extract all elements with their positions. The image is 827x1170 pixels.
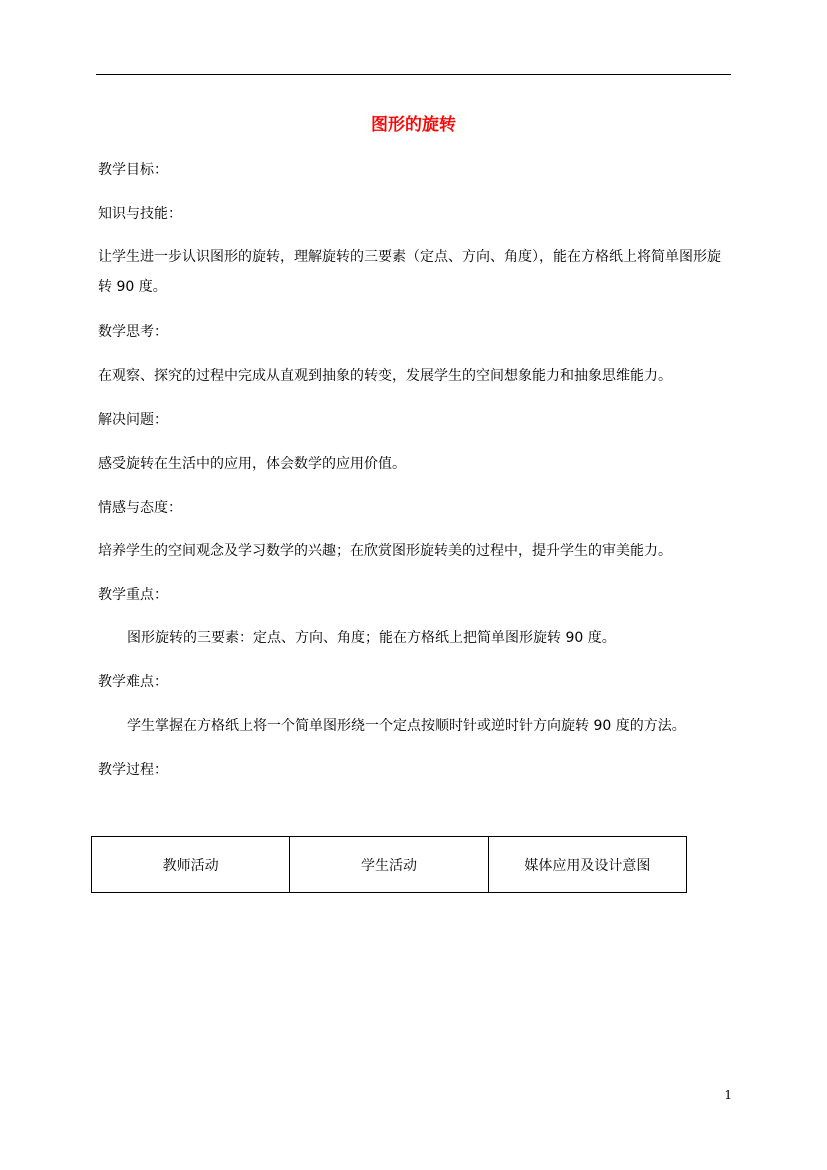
- knowledge-skills-text: 让学生进一步认识图形的旋转，理解旋转的三要素（定点、方向、角度），能在方格纸上将简单图形旋转 90 度。: [98, 249, 721, 295]
- teaching-process-heading: 教学过程：: [98, 762, 168, 778]
- problem-solving-text: 感受旋转在生活中的应用，体会数学的应用价值。: [98, 456, 406, 472]
- teacher-activity-header: 教师活动: [92, 837, 290, 893]
- student-activity-header: 学生活动: [290, 837, 488, 893]
- table-header-row: [92, 837, 687, 893]
- page-number: 1: [724, 1088, 732, 1102]
- emotion-attitude-heading: 情感与态度：: [98, 500, 182, 516]
- media-design-header: 媒体应用及设计意图: [488, 837, 686, 893]
- teaching-goals-heading: 教学目标：: [98, 162, 168, 178]
- header-rule: [96, 74, 731, 75]
- knowledge-skills-heading: 知识与技能：: [98, 206, 182, 222]
- document-title: 图形的旋转: [371, 115, 456, 135]
- activity-table: [91, 836, 687, 893]
- emotion-attitude-text: 培养学生的空间观念及学习数学的兴趣；在欣赏图形旋转美的过程中，提升学生的审美能力。: [98, 543, 672, 559]
- difficult-points-heading: 教学难点：: [98, 674, 168, 690]
- problem-solving-heading: 解决问题：: [98, 412, 168, 428]
- difficult-points-text: 学生掌握在方格纸上将一个简单图形绕一个定点按顺时针或逆时针方向旋转 90 度的方法。: [127, 718, 686, 734]
- math-thinking-heading: 数学思考：: [98, 324, 168, 340]
- key-points-text: 图形旋转的三要素：定点、方向、角度；能在方格纸上把简单图形旋转 90 度。: [127, 630, 616, 646]
- key-points-heading: 教学重点：: [98, 587, 168, 603]
- math-thinking-text: 在观察、探究的过程中完成从直观到抽象的转变，发展学生的空间想象能力和抽象思维能力。: [98, 368, 672, 384]
